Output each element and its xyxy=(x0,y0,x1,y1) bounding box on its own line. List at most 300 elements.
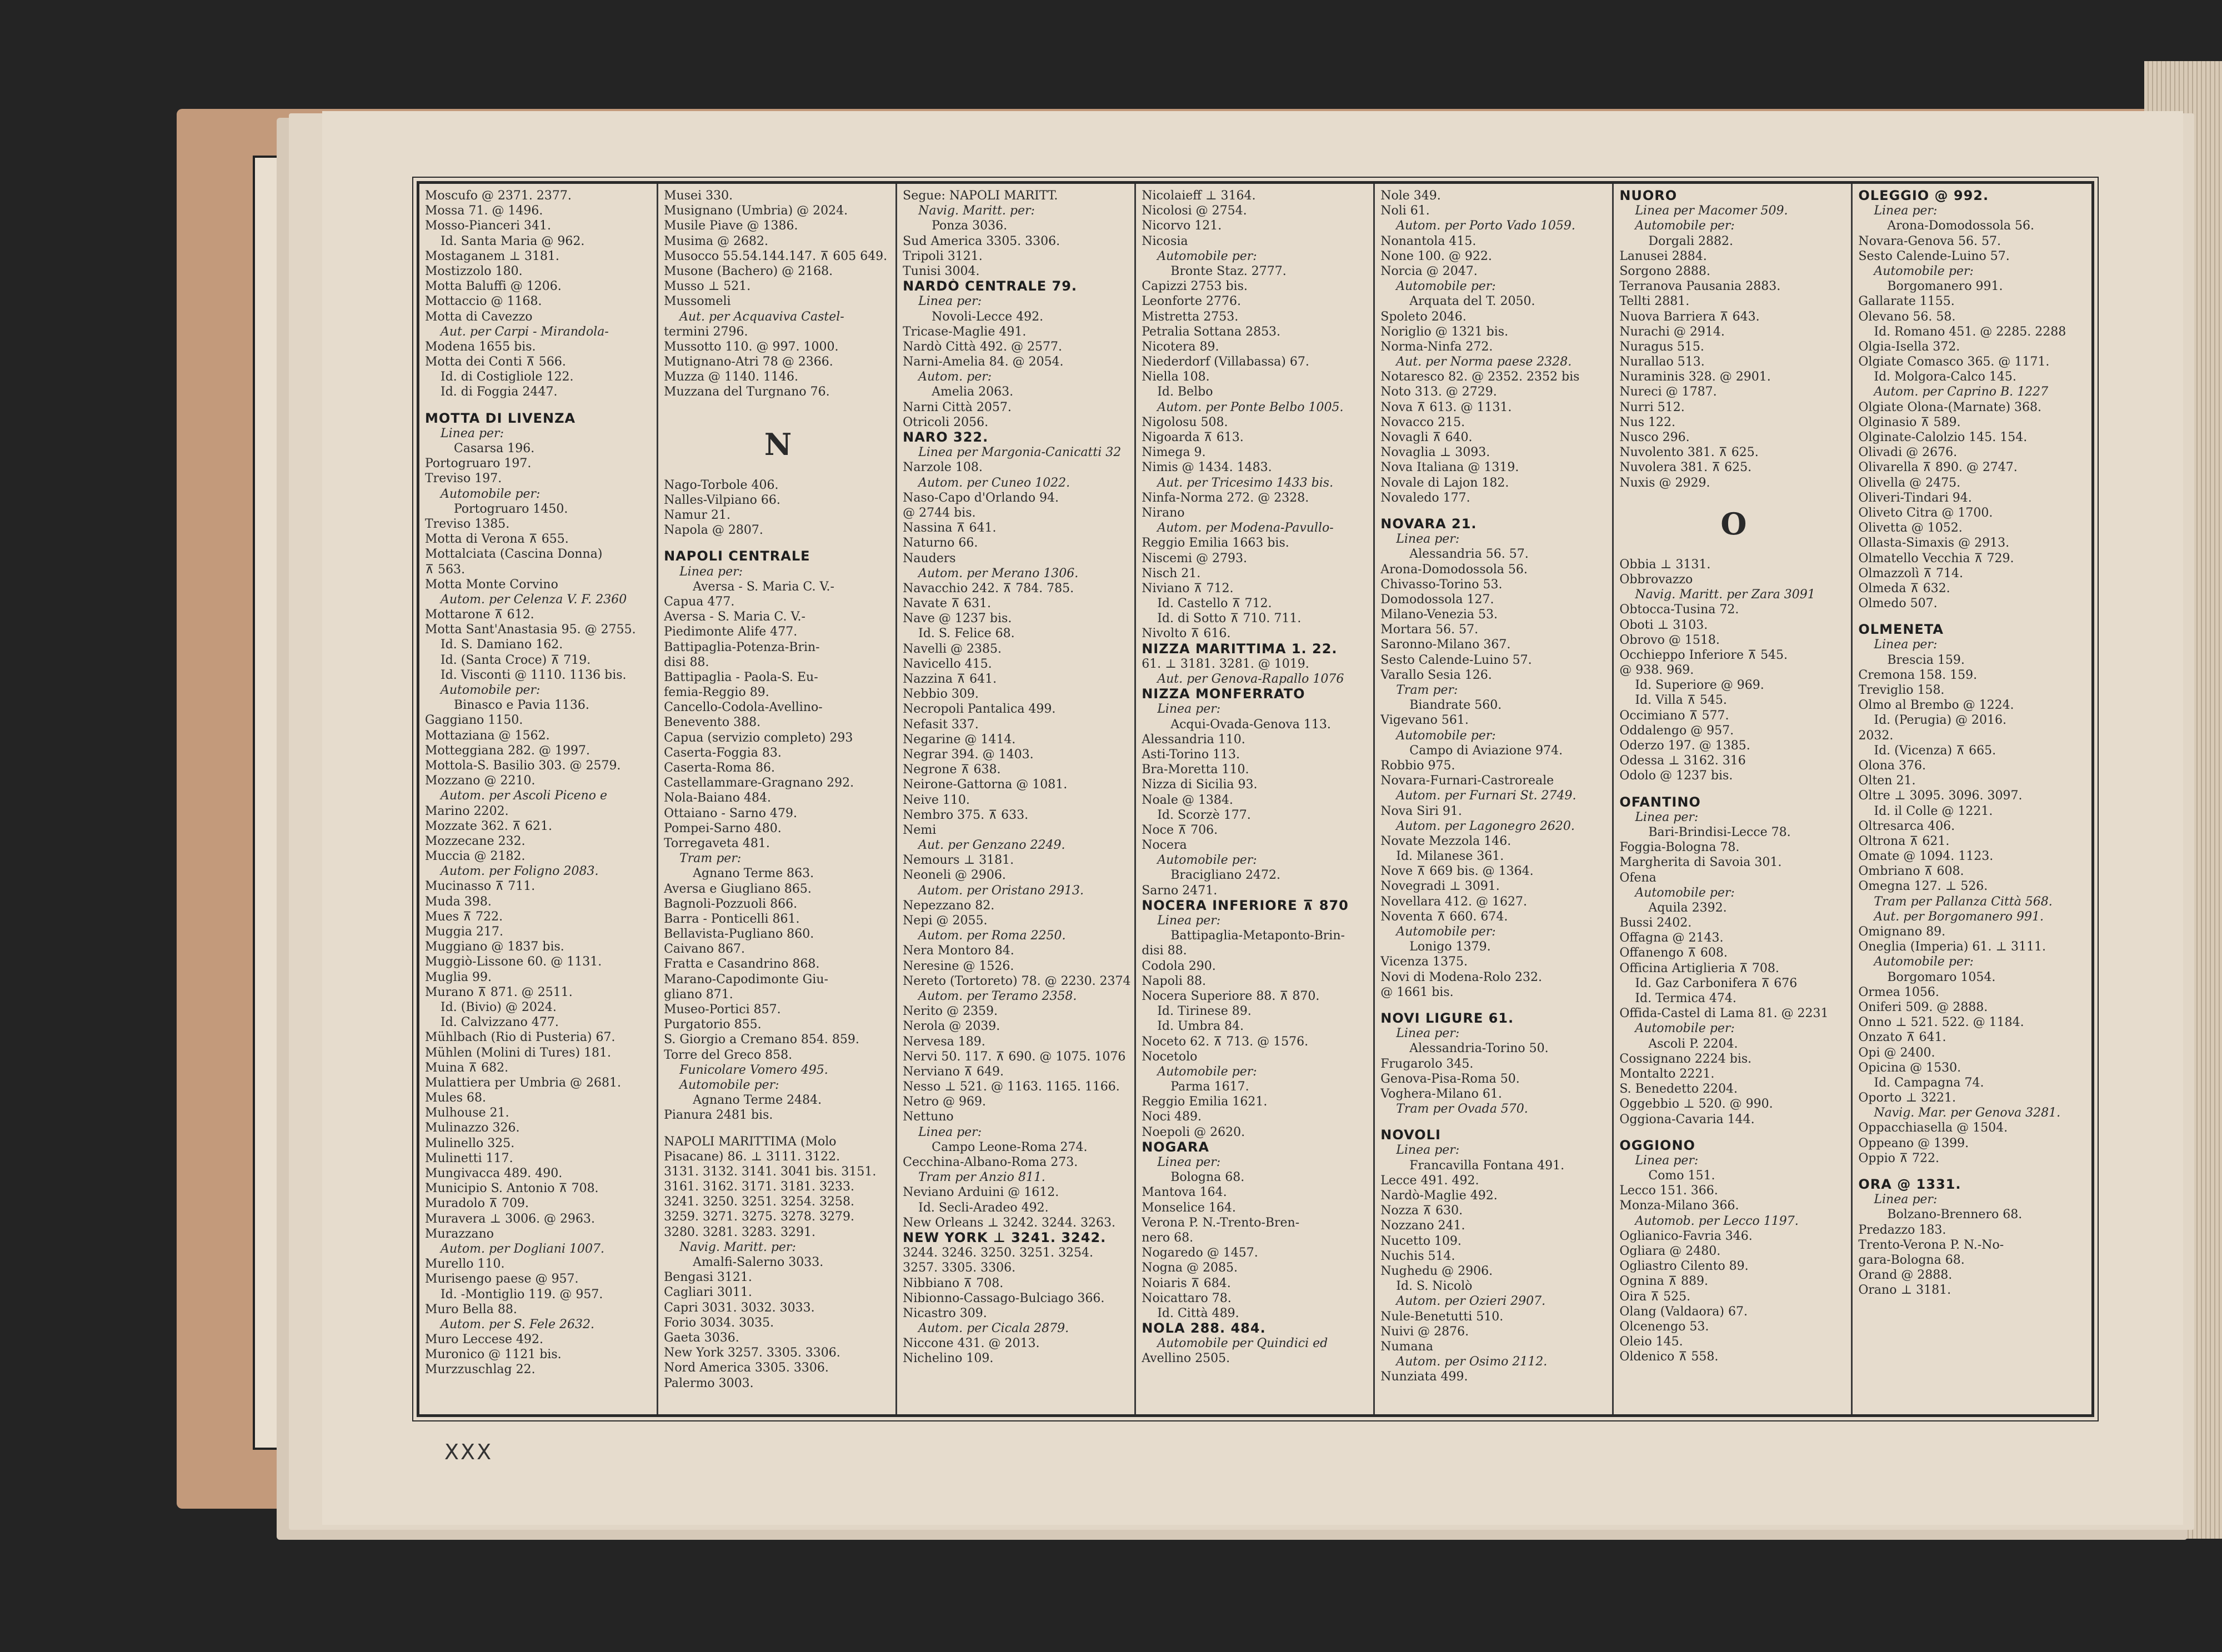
index-entry: Noceto 62. ⊼ 713. @ 1576. xyxy=(1142,1034,1309,1049)
index-entry: Id. Termica 474. xyxy=(1635,992,1736,1005)
index-entry: Francavilla Fontana 491. xyxy=(1409,1158,1565,1173)
index-entry: Nervesa 189. xyxy=(903,1034,985,1049)
index-entry: Napola @ 2807. xyxy=(664,523,763,538)
index-entry: Narni Città 2057. xyxy=(903,400,1012,414)
index-entry: Mossa 71. @ 1496. xyxy=(425,204,543,218)
index-entry: Negrar 394. @ 1403. xyxy=(903,747,1034,762)
index-entry: Automobile per Quindici ed xyxy=(1157,1336,1328,1351)
index-entry: ⊼ 563. xyxy=(425,562,466,577)
index-entry: Bagnoli-Pozzuoli 866. xyxy=(664,897,798,911)
index-column-3 xyxy=(897,184,1136,1414)
index-entry: Olgiate Comasco 365. @ 1171. xyxy=(1858,355,2050,369)
index-entry: @ 1661 bis. xyxy=(1380,985,1454,999)
index-entry: Mottaziana @ 1562. xyxy=(425,728,550,743)
index-entry: New York 3257. 3305. 3306. xyxy=(664,1346,840,1360)
index-entry: Nuraminis 328. @ 2901. xyxy=(1619,370,1771,384)
index-entry: Nigolosu 508. xyxy=(1142,415,1228,429)
index-entry: Gaggiano 1150. xyxy=(425,713,523,728)
index-entry: nero 68. xyxy=(1142,1230,1194,1245)
index-entry: Municipio S. Antonio ⊼ 708. xyxy=(425,1182,599,1196)
index-entry: Obbrovazzo xyxy=(1619,572,1693,587)
index-entry: Navate ⊼ 631. xyxy=(903,597,991,611)
index-entry: Acqui-Ovada-Genova 113. xyxy=(1170,717,1331,732)
index-entry: Nicosia xyxy=(1142,234,1188,248)
index-entry: Autom. per Ascoli Piceno e xyxy=(441,789,608,803)
index-entry: Ottaiano - Sarno 479. xyxy=(664,806,797,820)
index-entry: Petralia Sottana 2853. xyxy=(1142,324,1281,339)
index-entry: Mozzecane 232. xyxy=(425,834,526,848)
index-entry: Nurallao 513. xyxy=(1619,355,1705,369)
index-entry: Navig. Maritt. per: xyxy=(918,204,1035,218)
index-entry xyxy=(664,538,892,549)
index-entry: Predazzo 183. xyxy=(1858,1223,1946,1237)
index-entry: Cagliari 3011. xyxy=(664,1285,752,1300)
index-entry: Ponza 3036. xyxy=(932,219,1008,233)
index-entry: Nereto (Tortoreto) 78. @ 2230. 2374 xyxy=(903,974,1131,988)
index-entry: Naso-Capo d'Orlando 94. xyxy=(903,490,1059,505)
index-entry: Murello 110. xyxy=(425,1257,505,1271)
index-entry: Parma 1617. xyxy=(1170,1080,1249,1094)
index-entry: Nassina ⊼ 641. xyxy=(903,521,997,535)
index-entry: Nimega 9. xyxy=(1142,445,1206,460)
index-entry: Avellino 2505. xyxy=(1142,1351,1230,1366)
index-entry: Id. (Perugia) @ 2016. xyxy=(1874,713,2007,728)
index-entry: Mostizzolo 180. xyxy=(425,264,523,278)
index-entry: Ascoli P. 2204. xyxy=(1648,1037,1738,1051)
index-entry: 3244. 3246. 3250. 3251. 3254. xyxy=(903,1246,1094,1260)
index-entry xyxy=(1619,490,1848,502)
index-entry: Vicenza 1375. xyxy=(1380,955,1468,969)
index-entry: Nole 349. xyxy=(1380,189,1441,203)
index-entry xyxy=(1619,1127,1848,1138)
index-entry: Sarno 2471. xyxy=(1142,883,1218,898)
index-entry: Automobile per: xyxy=(1396,279,1496,294)
index-entry: Gallarate 1155. xyxy=(1858,294,1955,309)
index-entry: Autom. per Lagonegro 2620. xyxy=(1396,819,1575,833)
index-entry: Id. Gaz Carbonifera ⊼ 676 xyxy=(1635,976,1798,990)
index-entry: Olgia-Isella 372. xyxy=(1858,339,1960,354)
index-entry: Id. (Santa Croce) ⊼ 719. xyxy=(441,653,591,667)
index-entry: Nivolto ⊼ 616. xyxy=(1142,627,1231,641)
index-entry: Niccone 431. @ 2013. xyxy=(903,1336,1040,1351)
index-entry: Arona-Domodossola 56. xyxy=(1887,219,2035,233)
index-entry: Muggiò-Lissone 60. @ 1131. xyxy=(425,955,602,969)
index-entry: Norma-Ninfa 272. xyxy=(1380,339,1493,354)
index-entry: Muggiano @ 1837 bis. xyxy=(425,940,564,954)
index-entry: Oporto ⊥ 3221. xyxy=(1858,1091,1956,1105)
index-entry: Autom. per S. Fele 2632. xyxy=(441,1317,594,1331)
index-entry: Oglianico-Favria 346. xyxy=(1619,1229,1753,1243)
index-entry: Automobile per: xyxy=(441,683,541,697)
index-entry: Autom. per Dogliani 1007. xyxy=(441,1241,604,1256)
index-entry: Mulhouse 21. xyxy=(425,1106,509,1120)
index-entry: Odessa ⊥ 3162. 316 xyxy=(1619,754,1746,768)
index-entry: Norcia @ 2047. xyxy=(1380,264,1478,278)
index-entry: Id. S. Damiano 162. xyxy=(441,638,563,652)
index-entry: Murisengo paese @ 957. xyxy=(425,1272,579,1286)
index-entry: Milano-Venezia 53. xyxy=(1380,608,1498,622)
index-entry: Id. S. Nicolò xyxy=(1396,1279,1473,1294)
index-entry: Domodossola 127. xyxy=(1380,592,1494,607)
index-entry: Nunziata 499. xyxy=(1380,1370,1468,1384)
index-entry: Nerito @ 2359. xyxy=(903,1004,998,1019)
index-entry: Mues ⊼ 722. xyxy=(425,909,503,924)
index-entry: Ogliara @ 2480. xyxy=(1619,1244,1721,1258)
index-entry: Monselice 164. xyxy=(1142,1200,1236,1215)
station-heading: OFANTINO xyxy=(1619,794,1701,810)
index-entry: Verona P. N.-Trento-Bren- xyxy=(1142,1215,1300,1230)
index-entry: Novara-Furnari-Castroreale xyxy=(1380,774,1554,788)
index-entry: Nimis @ 1434. 1483. xyxy=(1142,460,1272,475)
index-entry: Id. Santa Maria @ 962. xyxy=(441,234,585,248)
index-entry: Neirone-Gattorna @ 1081. xyxy=(903,778,1068,792)
index-entry: Motta Baluffi @ 1206. xyxy=(425,279,562,294)
index-entry: Mozzate 362. ⊼ 621. xyxy=(425,819,552,833)
index-entry: Nicorvo 121. xyxy=(1142,219,1222,233)
index-entry: Vigevano 561. xyxy=(1380,713,1469,728)
index-entry xyxy=(664,411,892,422)
index-entry: Montalto 2221. xyxy=(1619,1067,1715,1081)
index-entry: Nurri 512. xyxy=(1619,400,1685,414)
index-entry: Nave @ 1237 bis. xyxy=(903,612,1012,626)
index-entry: Nozzano 241. xyxy=(1380,1219,1465,1233)
index-entry: Bengasi 3121. xyxy=(664,1270,752,1285)
index-entry: Castellammare-Gragnano 292. xyxy=(664,776,854,790)
index-entry: Frugarolo 345. xyxy=(1380,1057,1474,1071)
index-column-5 xyxy=(1375,184,1614,1414)
index-entry: Mulinello 325. xyxy=(425,1136,515,1150)
index-entry xyxy=(664,1123,892,1134)
index-entry: Codola 290. xyxy=(1142,959,1216,973)
index-entry: Occhieppo Inferiore ⊼ 545. xyxy=(1619,648,1788,662)
index-entry: Murzzuschlag 22. xyxy=(425,1363,536,1377)
index-entry: Automobile per: xyxy=(1874,264,1974,278)
index-entry: Casarsa 196. xyxy=(454,442,535,455)
index-entry: Olivarella ⊼ 890. @ 2747. xyxy=(1858,460,2018,475)
index-entry: 3161. 3162. 3171. 3181. 3233. xyxy=(664,1180,854,1194)
index-entry: Mozzano @ 2210. xyxy=(425,774,536,788)
index-entry: Noce ⊼ 706. xyxy=(1142,823,1218,837)
index-entry: Id. Molgora-Calco 145. xyxy=(1874,370,2016,384)
index-entry: Autom. per Merano 1306. xyxy=(918,566,1079,580)
index-entry: Linea per: xyxy=(1157,1155,1221,1169)
index-entry: Linea per: xyxy=(1396,532,1460,547)
station-heading: NOVI LIGURE 61. xyxy=(1380,1010,1514,1026)
index-entry: Nova ⊼ 613. @ 1131. xyxy=(1380,400,1512,414)
index-entry: Borgomaro 1054. xyxy=(1887,970,1996,984)
index-entry: Motta di Cavezzo xyxy=(425,309,533,324)
index-entry: Motta dei Conti ⊼ 566. xyxy=(425,355,566,369)
index-entry: Novara-Genova 56. 57. xyxy=(1858,234,2001,248)
index-entry: Olginasio ⊼ 589. xyxy=(1858,415,1961,429)
index-entry: Nuxis @ 2929. xyxy=(1619,475,1710,490)
index-entry: Navicello 415. xyxy=(903,657,992,671)
index-entry: Alessandria-Torino 50. xyxy=(1409,1042,1549,1056)
index-entry: Negrone ⊼ 638. xyxy=(903,763,1001,777)
index-entry: NAPOLI MARITTIMA (Molo xyxy=(664,1134,837,1149)
index-entry: Motta di Verona ⊼ 655. xyxy=(425,532,569,547)
index-entry: @ 938. 969. xyxy=(1619,663,1694,678)
index-entry: Oliveri-Tindari 94. xyxy=(1858,490,1972,505)
index-entry: Arona-Domodossola 56. xyxy=(1380,562,1528,577)
index-entry: Sesto Calende-Luino 57. xyxy=(1858,249,2010,263)
index-column-6 xyxy=(1614,184,1853,1414)
index-entry: Neoneli @ 2906. xyxy=(903,868,1006,883)
index-entry: Nocera xyxy=(1142,838,1187,853)
index-entry: gliano 871. xyxy=(664,987,733,1002)
index-entry: Alessandria 56. 57. xyxy=(1409,547,1529,562)
index-entry: Tram per Ovada 570. xyxy=(1396,1102,1528,1117)
index-entry: @ 2744 bis. xyxy=(903,505,976,520)
index-entry: Lecce 491. 492. xyxy=(1380,1173,1479,1188)
index-entry: Automobile per: xyxy=(1396,728,1496,743)
index-entry: Mottarone ⊼ 612. xyxy=(425,608,534,622)
index-entry: Agnano Terme 863. xyxy=(693,867,814,881)
index-entry: Torre del Greco 858. xyxy=(664,1048,793,1062)
index-entry: Id. (Vicenza) ⊼ 665. xyxy=(1874,743,1996,758)
index-entry xyxy=(1619,784,1848,795)
index-entry: Pompei-Sarno 480. xyxy=(664,821,782,835)
index-entry: Caserta-Foggia 83. xyxy=(664,745,782,760)
index-entry: Bronte Staz. 2777. xyxy=(1170,264,1287,278)
index-entry: Niella 108. xyxy=(1142,370,1210,384)
index-column-2 xyxy=(658,184,897,1414)
index-entry: Obtocca-Tusina 72. xyxy=(1619,603,1739,617)
index-entry: Modena 1655 bis. xyxy=(425,339,536,354)
index-entry: Tram per Pallanza Città 568. xyxy=(1874,894,2053,909)
index-entry: Olmazzolì ⊼ 714. xyxy=(1858,566,1963,580)
index-entry: Nebbio 309. xyxy=(903,687,979,702)
index-entry: Autom. per Roma 2250. xyxy=(918,929,1066,943)
index-entry: Mortara 56. 57. xyxy=(1380,623,1479,637)
index-entry xyxy=(664,467,892,478)
index-entry: Navig. Mar. per Genova 3281. xyxy=(1874,1106,2061,1120)
index-entry: Pisacane) 86. ⊥ 3111. 3122. xyxy=(664,1149,840,1164)
station-heading: NARDÒ CENTRALE 79. xyxy=(903,279,1078,294)
index-entry: Officina Artiglieria ⊼ 708. xyxy=(1619,961,1779,975)
index-entry: Moscufo @ 2371. 2377. xyxy=(425,189,572,203)
index-entry: Muro Leccese 492. xyxy=(425,1333,544,1347)
index-entry: Autom. per Osimo 2112. xyxy=(1396,1355,1548,1369)
index-entry: Id. Villa ⊼ 545. xyxy=(1635,693,1727,708)
index-entry: Novi di Modena-Rolo 232. xyxy=(1380,970,1542,984)
index-entry: Novaglia ⊥ 3093. xyxy=(1380,445,1490,460)
index-entry: Nervi 50. 117. ⊼ 690. @ 1075. 1076 xyxy=(903,1049,1126,1064)
index-entry: Tram per Anzio 811. xyxy=(918,1170,1045,1185)
index-entry: Sesto Calende-Luino 57. xyxy=(1380,653,1532,667)
index-entry: Linea per: xyxy=(918,1125,982,1139)
index-entry: Orand @ 2888. xyxy=(1858,1268,1953,1283)
station-heading: MOTTA DI LIVENZA xyxy=(425,411,576,426)
index-entry: Id. di Foggia 2447. xyxy=(441,385,558,399)
index-entry: Oggebbio ⊥ 520. @ 990. xyxy=(1619,1097,1773,1112)
index-entry: Aversa - S. Maria C. V.- xyxy=(664,610,805,624)
index-entry: Muronico @ 1121 bis. xyxy=(425,1348,562,1362)
index-entry: Palermo 3003. xyxy=(664,1376,754,1390)
index-entry: Olten 21. xyxy=(1858,774,1916,788)
index-entry: Sud America 3305. 3306. xyxy=(903,234,1060,248)
index-entry: Ognina ⊼ 889. xyxy=(1619,1274,1708,1289)
index-entry: Offagna @ 2143. xyxy=(1619,931,1724,945)
index-entry: Nuvolento 381. ⊼ 625. xyxy=(1619,445,1759,460)
index-entry: Ofena xyxy=(1619,870,1657,885)
index-entry: Id. Città 489. xyxy=(1157,1306,1239,1320)
index-entry: Automobile per: xyxy=(1874,955,1974,969)
index-entry: Nurachi @ 2914. xyxy=(1619,324,1725,339)
index-entry: 3131. 3132. 3141. 3041 bis. 3151. xyxy=(664,1164,877,1179)
index-entry: Treviglio 158. xyxy=(1858,683,1945,697)
index-entry: Bra-Moretta 110. xyxy=(1142,763,1249,777)
index-entry: Naturno 66. xyxy=(903,536,978,550)
index-entry: Narzole 108. xyxy=(903,460,983,475)
index-entry: 61. ⊥ 3181. 3281. @ 1019. xyxy=(1142,657,1309,671)
index-entry: Agnano Terme 2484. xyxy=(693,1093,822,1108)
index-entry: Automobile per: xyxy=(1157,249,1257,263)
index-entry: Neive 110. xyxy=(903,793,970,807)
index-entry: Bologna 68. xyxy=(1170,1170,1245,1185)
index-entry: Noriglio @ 1321 bis. xyxy=(1380,324,1509,339)
page-folio: XXX xyxy=(444,1440,493,1464)
index-entry: Portogruaro 1450. xyxy=(454,502,568,516)
index-entry: Torregaveta 481. xyxy=(664,836,770,850)
index-entry: Id. Scorzè 177. xyxy=(1157,808,1251,822)
index-entry: Varallo Sesia 126. xyxy=(1380,668,1492,682)
index-entry: Autom. per Modena-Pavullo- xyxy=(1157,521,1334,535)
index-entry: Id. S. Felice 68. xyxy=(918,627,1015,641)
index-entry: Ormea 1056. xyxy=(1858,985,1939,999)
index-entry: Nicotera 89. xyxy=(1142,339,1219,354)
index-entry: Oneglia (Imperia) 61. ⊥ 3111. xyxy=(1858,940,2046,954)
index-entry: Nepi @ 2055. xyxy=(903,914,988,928)
index-entry: Olginate-Calolzio 145. 154. xyxy=(1858,430,2028,444)
station-heading: OLEGGIO @ 992. xyxy=(1858,188,1989,203)
index-entry: Mistretta 2753. xyxy=(1142,309,1239,324)
index-entry: Id. Calvizzano 477. xyxy=(441,1015,559,1030)
index-entry: Foggia-Bologna 78. xyxy=(1619,840,1740,855)
index-entry: Nus 122. xyxy=(1619,415,1675,429)
index-entry xyxy=(425,400,653,411)
index-entry: Nogna @ 2085. xyxy=(1142,1261,1238,1275)
index-column-7 xyxy=(1853,184,2091,1414)
index-entry: Navacchio 242. ⊼ 784. 785. xyxy=(903,581,1074,595)
index-entry: Omegna 127. ⊥ 526. xyxy=(1858,879,1988,894)
index-entry: Linea per: xyxy=(1157,702,1221,717)
station-heading: NOGARA xyxy=(1142,1139,1210,1155)
index-entry: Automobile per: xyxy=(441,487,541,501)
index-entry: Onzato ⊼ 641. xyxy=(1858,1030,1946,1045)
index-entry: Nirano xyxy=(1142,505,1185,520)
index-entry: gara-Bologna 68. xyxy=(1858,1253,1965,1267)
index-entry: Oddalengo @ 957. xyxy=(1619,723,1734,738)
index-entry: Id. (Bivio) @ 2024. xyxy=(441,1000,557,1014)
index-entry: Oltresarca 406. xyxy=(1858,819,1955,833)
index-entry: Forio 3034. 3035. xyxy=(664,1315,774,1330)
index-entry: Novaledo 177. xyxy=(1380,490,1470,505)
index-entry: Nocetolo xyxy=(1142,1049,1198,1064)
index-entry: Robbio 975. xyxy=(1380,758,1455,773)
index-entry: Nisch 21. xyxy=(1142,566,1201,580)
index-entry: Cancello-Codola-Avellino- xyxy=(664,700,823,715)
index-entry: Autom. per Cuneo 1022. xyxy=(918,475,1070,490)
station-heading: OLMENETA xyxy=(1858,622,1944,638)
index-entry: Marano-Capodimonte Giu- xyxy=(664,972,828,987)
station-heading: NUORO xyxy=(1619,188,1678,203)
index-entry: Automobile per: xyxy=(1635,885,1735,900)
index-entry: Id. Castello ⊼ 712. xyxy=(1157,597,1272,611)
index-entry: Nove ⊼ 669 bis. @ 1364. xyxy=(1380,864,1534,879)
index-entry: Novellara 412. @ 1627. xyxy=(1380,894,1527,909)
index-entry: Linea per: xyxy=(1396,1143,1460,1158)
index-entry: Genova-Pisa-Roma 50. xyxy=(1380,1072,1520,1086)
index-entry: Cossignano 2224 bis. xyxy=(1619,1052,1752,1066)
index-entry: Arquata del T. 2050. xyxy=(1409,294,1535,309)
index-entry: Nefasit 337. xyxy=(903,717,979,732)
index-entry: Noicattaro 78. xyxy=(1142,1291,1232,1305)
index-entry: Bellavista-Pugliano 860. xyxy=(664,927,814,942)
index-entry: Muro Bella 88. xyxy=(425,1302,517,1316)
index-entry: Linea per: xyxy=(1635,810,1699,824)
index-entry: Tunisi 3004. xyxy=(903,264,980,278)
index-entry: Oppeano @ 1399. xyxy=(1858,1136,1969,1150)
index-entry: Obrovo @ 1518. xyxy=(1619,633,1720,647)
index-entry: Opi @ 2400. xyxy=(1858,1045,1935,1060)
index-entry: Aut. per Carpi - Mirandola- xyxy=(441,324,609,339)
index-entry: Leonforte 2776. xyxy=(1142,294,1241,309)
index-entry: Oboti ⊥ 3103. xyxy=(1619,618,1708,632)
index-entry: Nogaredo @ 1457. xyxy=(1142,1246,1258,1260)
index-entry: Noto 313. @ 2729. xyxy=(1380,385,1497,399)
index-entry: S. Benedetto 2204. xyxy=(1619,1082,1738,1097)
station-heading: ORA @ 1331. xyxy=(1858,1177,1961,1192)
index-entry: 3257. 3305. 3306. xyxy=(903,1261,1016,1275)
index-entry: Olevano 56. 58. xyxy=(1858,309,1956,324)
station-heading: NOVOLI xyxy=(1380,1128,1441,1143)
station-heading: NIZZA MONFERRATO xyxy=(1142,687,1305,702)
index-entry: Namur 21. xyxy=(664,508,730,522)
index-entry: termini 2796. xyxy=(664,324,748,339)
index-entry: Nago-Torbole 406. xyxy=(664,478,779,492)
index-entry: Terranova Pausania 2883. xyxy=(1619,279,1781,294)
index-entry: Olmo al Brembo @ 1224. xyxy=(1858,698,2014,713)
index-entry: Musocco 55.54.144.147. ⊼ 605 649. xyxy=(664,249,888,263)
index-entry: Obbia ⊥ 3131. xyxy=(1619,557,1711,572)
index-entry: Linea per: xyxy=(1396,1027,1460,1041)
index-entry: Id. Belbo xyxy=(1157,385,1213,399)
index-entry: Muravera ⊥ 3006. @ 2963. xyxy=(425,1212,595,1226)
index-entry: Olivella @ 2475. xyxy=(1858,475,1961,490)
station-heading: NARO 322. xyxy=(903,430,989,445)
index-entry: Bari-Brindisi-Lecce 78. xyxy=(1648,825,1791,839)
index-entry xyxy=(1380,1117,1609,1128)
index-entry: Tripoli 3121. xyxy=(903,249,983,263)
index-entry: Odolo @ 1237 bis. xyxy=(1619,769,1733,783)
index-entry: Id. Secli-Aradeo 492. xyxy=(918,1200,1049,1215)
index-entry: Voghera-Milano 61. xyxy=(1380,1087,1502,1101)
index-entry: Id. Milanese 361. xyxy=(1396,849,1504,864)
index-entry: Reggio Emilia 1621. xyxy=(1142,1095,1268,1109)
index-entry: Nocera Superiore 88. ⊼ 870. xyxy=(1142,989,1320,1003)
index-entry: Aut. per Genova-Rapallo 1076 xyxy=(1157,672,1344,686)
index-entry: Margherita di Savoia 301. xyxy=(1619,855,1782,870)
index-entry: Novale di Lajon 182. xyxy=(1380,475,1509,490)
index-entry: Oltrona ⊼ 621. xyxy=(1858,834,1950,848)
index-entry: Mutignano-Atri 78 @ 2366. xyxy=(664,355,833,369)
index-entry: Nozza ⊼ 630. xyxy=(1380,1204,1463,1218)
index-entry: Campo di Aviazione 974. xyxy=(1409,743,1563,758)
index-entry: Linea per: xyxy=(1874,638,1938,652)
index-entry: Novoli-Lecce 492. xyxy=(932,309,1044,324)
index-entry: Nicolaieff ⊥ 3164. xyxy=(1142,189,1256,203)
